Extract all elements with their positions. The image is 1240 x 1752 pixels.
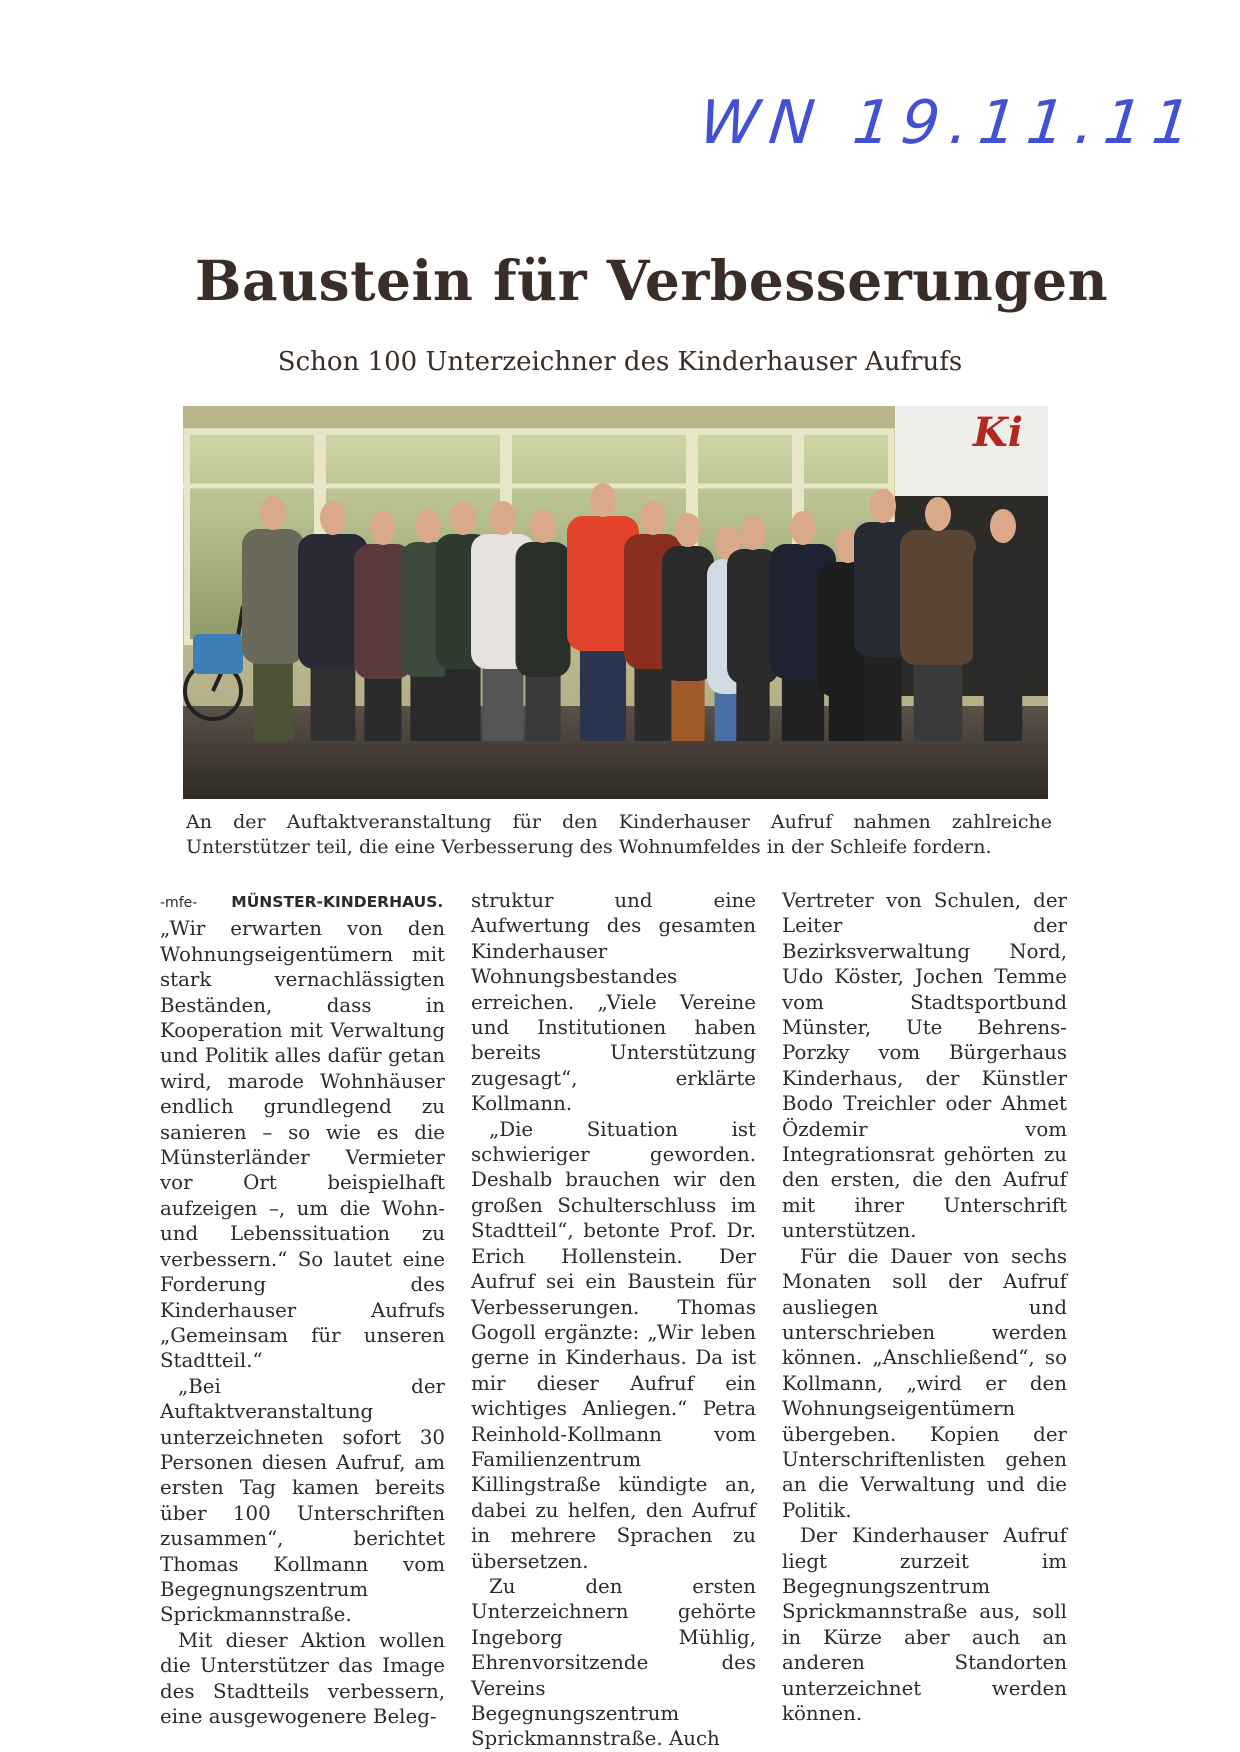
- agency-code: -mfe-: [160, 895, 198, 911]
- photo-caption: An der Auftaktveranstaltung für den Kinderhauser Aufruf nahmen zahlreiche Unterstützer teil, die eine Verbesserung des Wohnumfeldes in der Schleife fordern.: [186, 811, 1052, 858]
- headline: Baustein für Verbesserungen: [195, 248, 1109, 313]
- paragraph: „Bei der Auftaktveranstaltung unterzeichneten sofort 30 Personen diesen Aufruf, am ersten Tag kamen bereits über 100 Unterschriften zusammen“, berichtet Thomas Kollmann vom Begegnungszentrum Sprickmannstraße.: [160, 1374, 445, 1627]
- store-sign-text: Ki: [973, 409, 1023, 456]
- paragraph: Der Kinderhauser Aufruf liegt zurzeit im Begegnungszentrum Sprickmannstraße aus, soll in Kürze aber auch an anderen Standorten unterzeichnet werden können.: [782, 1524, 1067, 1725]
- paragraph: „Die Situation ist schwieriger geworden. Deshalb brauchen wir den großen Schulterschluss im Stadtteil“, betonte Prof. Dr. Erich Hollenstein. Der Aufruf sei ein Baustein für Verbesserungen. Thomas Gogoll ergänzte: „Wir leben gerne in Kinderhaus. Da ist mir dieser Aufruf ein wichtiges Anliegen.“ Petra Reinhold-Kollmann vom Familienzentrum Killingstraße kündigte an, dabei zu helfen, den Aufruf in mehrere Sprachen zu übersetzen.: [471, 1117, 756, 1573]
- subheadline: Schon 100 Unterzeichner des Kinderhauser Aufrufs: [277, 347, 963, 377]
- article-lead: [160, 888, 445, 1374]
- article-column-3: [782, 888, 1067, 1726]
- handwritten-date-note: WN 19.11.11: [696, 88, 1205, 158]
- paragraph: Vertreter von Schulen, der Leiter der Bezirksverwaltung Nord, Udo Köster, Jochen Temme vom Stadtsportbund Münster, Ute Behrens-Porzky vom Bürgerhaus Kinderhaus, der Künstler Bodo Treichler oder Ahmet Özdemir vom Integrationsrat gehörten zu den ersten, die den Aufruf mit ihrer Unterschrift unterstützen.: [782, 889, 1067, 1243]
- paragraph: struktur und eine Aufwertung des gesamten Kinderhauser Wohnungsbestandes erreichen. „Viele Vereine und Institutionen haben bereits Unterstützung zugesagt“, erklärte Kollmann.: [471, 889, 756, 1116]
- paragraph: „Wir erwarten von den Wohnungseigentümern mit stark vernachlässigten Beständen, dass in Kooperation mit Verwaltung und Politik alles dafür getan wird, marode Wohnhäuser endlich grundlegend zu sanieren – so wie es die Münsterländer Vermieter vor Ort beispielhaft aufzeigen –, um die Wohn- und Lebenssituation zu verbessern.“ So lautet eine Forderung des Kinderhauser Aufrufs „Gemeinsam für unseren Stadtteil.“: [160, 917, 445, 1373]
- group-photo: [183, 406, 1048, 799]
- article-column-2: [471, 888, 756, 1752]
- dateline: MÜNSTER-KINDERHAUS.: [231, 893, 444, 911]
- paragraph: Zu den ersten Unterzeichnern gehörte Ingeborg Mühlig, Ehrenvorsitzende des Vereins Begegnungszentrum Sprickmannstraße. Auch: [471, 1574, 756, 1751]
- paragraph: Mit dieser Aktion wollen die Unterstützer das Image des Stadtteils verbessern, eine ausgewogenere Beleg-: [160, 1628, 445, 1728]
- article-column-1: [160, 888, 445, 1729]
- group-photo-image: [183, 406, 1048, 799]
- paragraph: Für die Dauer von sechs Monaten soll der Aufruf ausliegen und unterschrieben werden können. „Anschließend“, so Kollmann, „wird er den Wohnungseigentümern übergeben. Kopien der Unterschriftenlisten gehen an die Verwaltung und die Politik.: [782, 1244, 1067, 1522]
